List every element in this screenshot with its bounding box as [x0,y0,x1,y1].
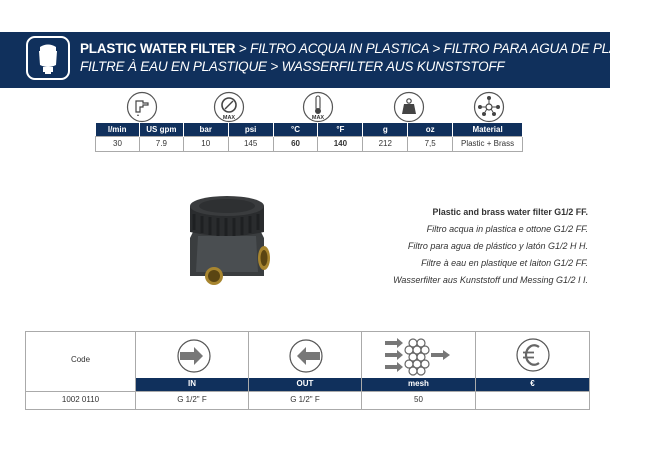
spec-table [95,123,523,152]
description-fr: Filtre à eau en plastique et laiton G1/2 FF. [421,258,588,268]
price-header: € [476,378,589,391]
thermometer-max-icon [302,91,334,123]
spec-table-value-row [96,136,523,151]
spec-header-celsius: °C [273,123,318,136]
mesh-value: 50 [414,395,423,404]
mesh-header: mesh [362,378,475,391]
temperature-max-label: MAX [311,115,325,121]
mesh-filter-icon [383,335,453,377]
in-header: IN [136,378,248,391]
spec-header-usgpm: US gpm [139,123,183,136]
spec-value-lmin: 30 [96,136,140,151]
code-label: Code [70,355,91,364]
spec-header-psi: psi [228,123,273,136]
spec-value-grams: 212 [363,136,408,151]
spec-header-lmin: l/min [96,123,140,136]
spec-icons-row [95,91,523,123]
weight-icon [393,91,425,123]
description-de: Wasserfilter aus Kunststoff und Messing G1/2 I I. [393,275,588,285]
header-banner [0,32,669,88]
spec-header-fahrenheit: °F [318,123,363,136]
out-arrow-icon [288,338,324,374]
filter-logo-icon [26,36,70,80]
spec-value-material: Plastic + Brass [453,136,523,151]
spec-value-celsius: 60 [273,136,318,151]
molecule-icon [473,91,505,123]
spec-value-usgpm: 7.9 [139,136,183,151]
out-header: OUT [249,378,361,391]
description-en: Plastic and brass water filter G1/2 FF. [432,207,588,217]
header-subtitle: FILTRE À EAU EN PLASTIQUE > WASSERFILTER AUS KUNSTSTOFF [80,59,505,74]
product-descriptions [393,204,588,289]
in-arrow-icon [176,338,212,374]
spec-table-header-row [96,123,523,136]
spec-value-fahrenheit: 140 [318,136,363,151]
spec-header-ounces: oz [408,123,453,136]
pressure-max-icon [213,91,245,123]
spec-header-material: Material [453,123,523,136]
spec-value-psi: 145 [228,136,273,151]
code-table [25,331,590,410]
product-image [172,192,280,292]
header-title: PLASTIC WATER FILTER > FILTRO ACQUA IN PLASTICA > FILTRO PARA AGUA DE PLÁSTICO > [80,41,669,56]
spec-header-grams: g [363,123,408,136]
out-value: G 1/2" F [290,395,320,404]
code-value: 1002 0110 [61,395,100,404]
spec-header-bar: bar [183,123,228,136]
price-value-cell [475,391,590,410]
description-es: Filtro para agua de plástico y latón G1/2 H H. [407,241,588,251]
description-it: Filtro acqua in plastica e ottone G1/2 FF. [426,224,588,234]
spec-value-bar: 10 [183,136,228,151]
in-value: G 1/2" F [177,395,207,404]
euro-icon [515,337,551,373]
flow-icon [126,91,158,123]
pressure-max-label: MAX [222,115,236,121]
spec-value-ounces: 7,5 [408,136,453,151]
